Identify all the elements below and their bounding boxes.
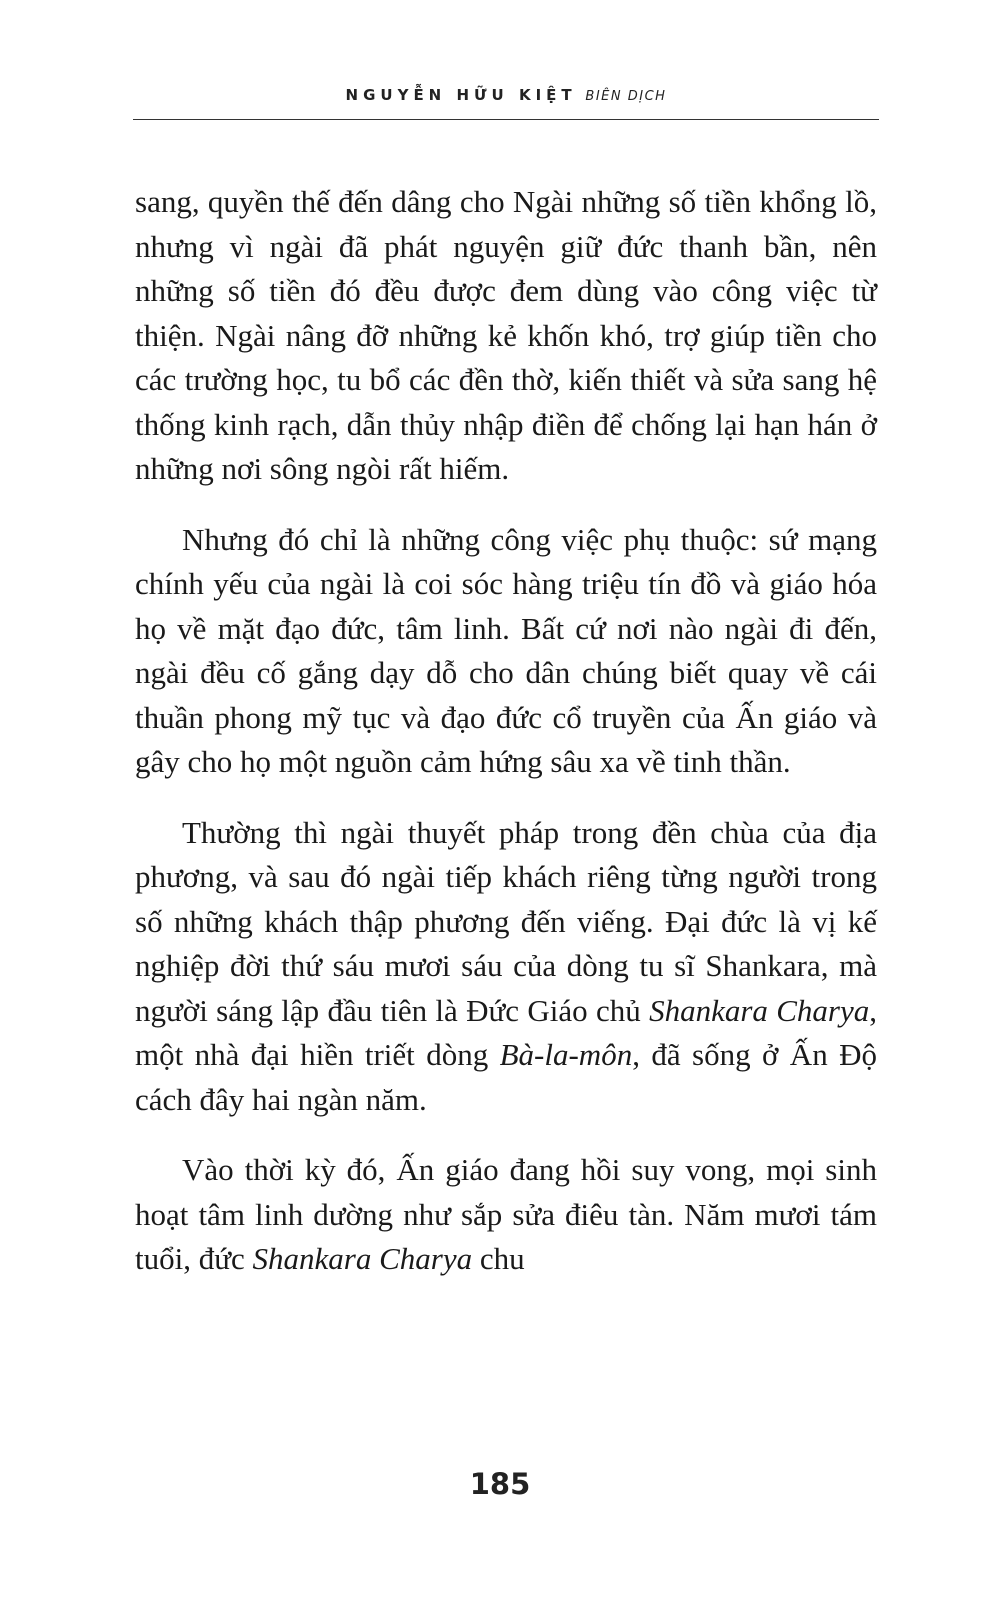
paragraph-3-text: , một nhà đại hiền triết dòng (135, 992, 877, 1072)
italic-term: Bà-la-môn (499, 1037, 633, 1072)
paragraph-3-text: Thường thì ngài thuyết pháp trong đền chùa của địa phương, và sau đó ngài tiếp khách riêng từng người trong số những khách thập phương đến viếng. Đại đức là vị kế nghiệp đời thứ sáu mươi sáu của dòng tu sĩ Shankara, mà người sáng lập đầu tiên là Đức Giáo chủ (135, 814, 877, 1028)
header-role: BIÊN DỊCH (585, 89, 667, 104)
italic-name: Shankara Charya (252, 1241, 473, 1276)
paragraph-4 (135, 1148, 877, 1282)
header-author: NGUYỄN HỮU KIỆT (345, 86, 577, 104)
paragraph-4-text: Vào thời kỳ đó, Ấn giáo đang hồi suy vong, mọi sinh hoạt tâm linh dường như sắp sửa điêu tàn. Năm mươi tám tuổi, đức (135, 1152, 877, 1276)
italic-name: Shankara Charya (649, 992, 870, 1028)
header-rule (133, 119, 879, 120)
paragraph-3-text: , đã sống ở Ấn Độ cách đây hai ngàn năm. (135, 1037, 877, 1117)
page-number: 185 (469, 1467, 531, 1501)
paragraph-2-text: Nhưng đó chỉ là những công việc phụ thuộc: sứ mạng chính yếu của ngài là coi sóc hàng triệu tín đồ và giáo hóa họ về mặt đạo đức, tâm linh. Bất cứ nơi nào ngài đi đến, ngài đều cố gắng dạy dỗ cho dân chúng biết quay về cái thuần phong mỹ tục và đạo đức cổ truyền của Ấn giáo và gây cho họ một nguồn cảm hứng sâu xa về tinh thần. (135, 521, 877, 779)
paragraph-1 (135, 180, 877, 492)
paragraph-2 (135, 518, 877, 785)
body-text (135, 180, 877, 1308)
paragraph-1-text: sang, quyền thế đến dâng cho Ngài những số tiền khổng lồ, nhưng vì ngài đã phát nguyện giữ đức thanh bần, nên những số tiền đó đều được đem dùng vào công việc từ thiện. Ngài nâng đỡ những kẻ khốn khó, trợ giúp tiền cho các trường học, tu bổ các đền thờ, kiến thiết và sửa sang hệ thống kinh rạch, dẫn thủy nhập điền để chống lại hạn hán ở những nơi sông ngòi rất hiếm. (135, 184, 877, 486)
paragraph-3 (135, 811, 877, 1123)
running-header (133, 86, 879, 104)
paragraph-4-text: chu (472, 1241, 525, 1276)
